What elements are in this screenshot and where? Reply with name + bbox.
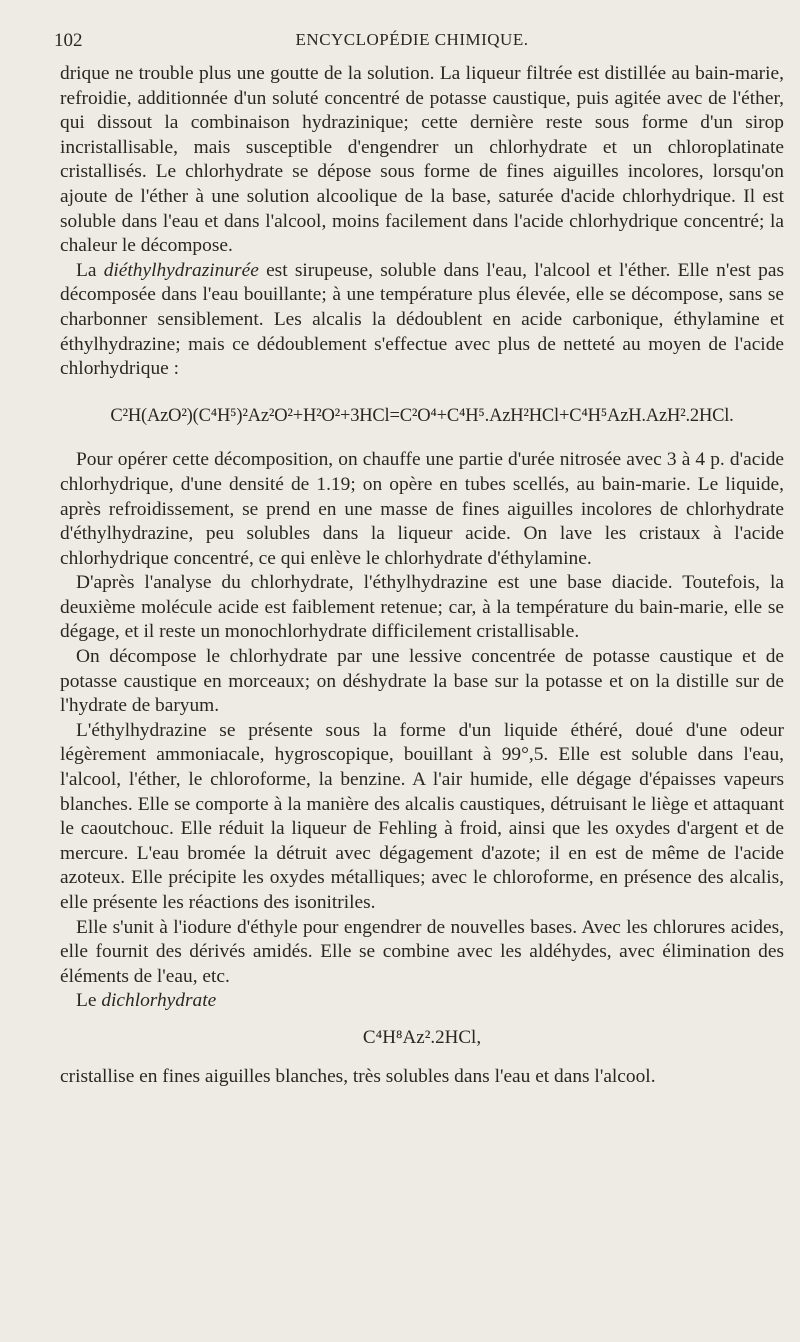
paragraph-text: est sirupeuse, soluble dans l'eau, l'alcool et l'éther. Elle n'est pas décomposée dans l'eau bouillante; à une température plus élevée, elle se décompose, sans se charbonner sensiblement. Les alcalis la dédoublent en acide carbonique, éthylamine et éthylhydrazine; mais ce dédoublement s'effectue avec plus de netteté au moyen de l'acide chlorhydrique :	[60, 259, 784, 380]
paragraph-prefix: Le	[76, 990, 102, 1012]
reaction-formula: C²H(AzO²)(C⁴H⁵)²Az²O²+H²O²+3HCl=C²O⁴+C⁴H⁵.AzH²HCl+C⁴H⁵AzH.AzH².2HCl.	[110, 405, 734, 426]
page-number: 102	[54, 30, 83, 51]
body-text	[60, 62, 784, 1089]
paragraph: Elle s'unit à l'iodure d'éthyle pour engendrer de nouvelles bases. Avec les chlorures acides, elle fournit des dérivés amidés. Elle se combine avec les aldéhydes, avec élimination des éléments de l'eau, etc.	[60, 916, 784, 987]
dichlorhydrate-formula: C⁴H⁸Az².2HCl,	[362, 1026, 482, 1048]
running-title: ENCYCLOPÉDIE CHIMIQUE.	[295, 30, 529, 49]
paragraph: Pour opérer cette décomposition, on chauffe une partie d'urée nitrosée avec 3 à 4 p. d'acide chlorhydrique, d'une densité de 1.19; on opère en tubes scellés, au bain-marie. Le liquide, après refroidissement, se prend en une masse de fines aiguilles incolores de chlorhydrate d'éthylhydrazine, peu solubles dans la liqueur acide. On lave les cristaux à l'acide chlorhydrique concentré, ce qui enlève le chlorhydrate d'éthylamine.	[60, 449, 784, 569]
paragraph-prefix: La	[76, 259, 104, 281]
term-italic: diéthylhydrazinurée	[103, 259, 259, 281]
paragraph	[60, 989, 784, 1014]
page-header	[54, 30, 770, 54]
paragraph: D'après l'analyse du chlorhydrate, l'éthylhydrazine est une base diacide. Toutefois, la deuxième molécule acide est faiblement retenue; car, à la température du bain-marie, elle se dégage, et il reste un monochlorhydrate difficilement cristallisable.	[60, 572, 784, 643]
paragraph	[60, 259, 784, 382]
term-italic: dichlorhydrate	[101, 990, 217, 1012]
paragraph: drique ne trouble plus une goutte de la solution. La liqueur filtrée est distillée au bain-marie, refroidie, additionnée d'un soluté concentré de potasse caustique, puis agitée avec de l'éther, qui dissout la combinaison hydrazinique; cette dernière reste sous forme d'un sirop incristallisable, mais susceptible d'engendrer un chlorhydrate et un chloroplatinate cristallisés. Le chlorhydrate se dépose sous forme de fines aiguilles incolores, lorsqu'on ajoute de l'éther à une solution alcoolique de la base, saturée d'acide chlorhydrique. Il est soluble dans l'eau et dans l'alcool, moins facilement dans l'acide chlorhydrique concentré; la chaleur le décompose.	[60, 63, 784, 257]
paragraph: On décompose le chlorhydrate par une lessive concentrée de potasse caustique et de potasse caustique en morceaux; on déshydrate la base sur la potasse et on la distille sur de l'hydrate de baryum.	[60, 646, 784, 717]
paragraph: L'éthylhydrazine se présente sous la forme d'un liquide éthéré, doué d'une odeur légèrement ammoniacale, hygroscopique, bouillant à 99°,5. Elle est soluble dans l'eau, l'alcool, l'éther, le chloroforme, la benzine. A l'air humide, elle dégage d'épaisses vapeurs blanches. Elle se comporte à la manière des alcalis caustiques, détruisant le liège et attaquant le caoutchouc. Elle réduit la liqueur de Fehling à froid, ainsi que les oxydes d'argent et de mercure. L'eau bromée la détruit avec dégagement d'azote; il en est de même de l'acide azoteux. Elle précipite les oxydes métalliques; avec le chloroforme, en présence des alcalis, elle présente les réactions des isonitriles.	[60, 719, 784, 913]
paragraph: cristallise en fines aiguilles blanches, très solubles dans l'eau et dans l'alcool.	[60, 1065, 656, 1087]
